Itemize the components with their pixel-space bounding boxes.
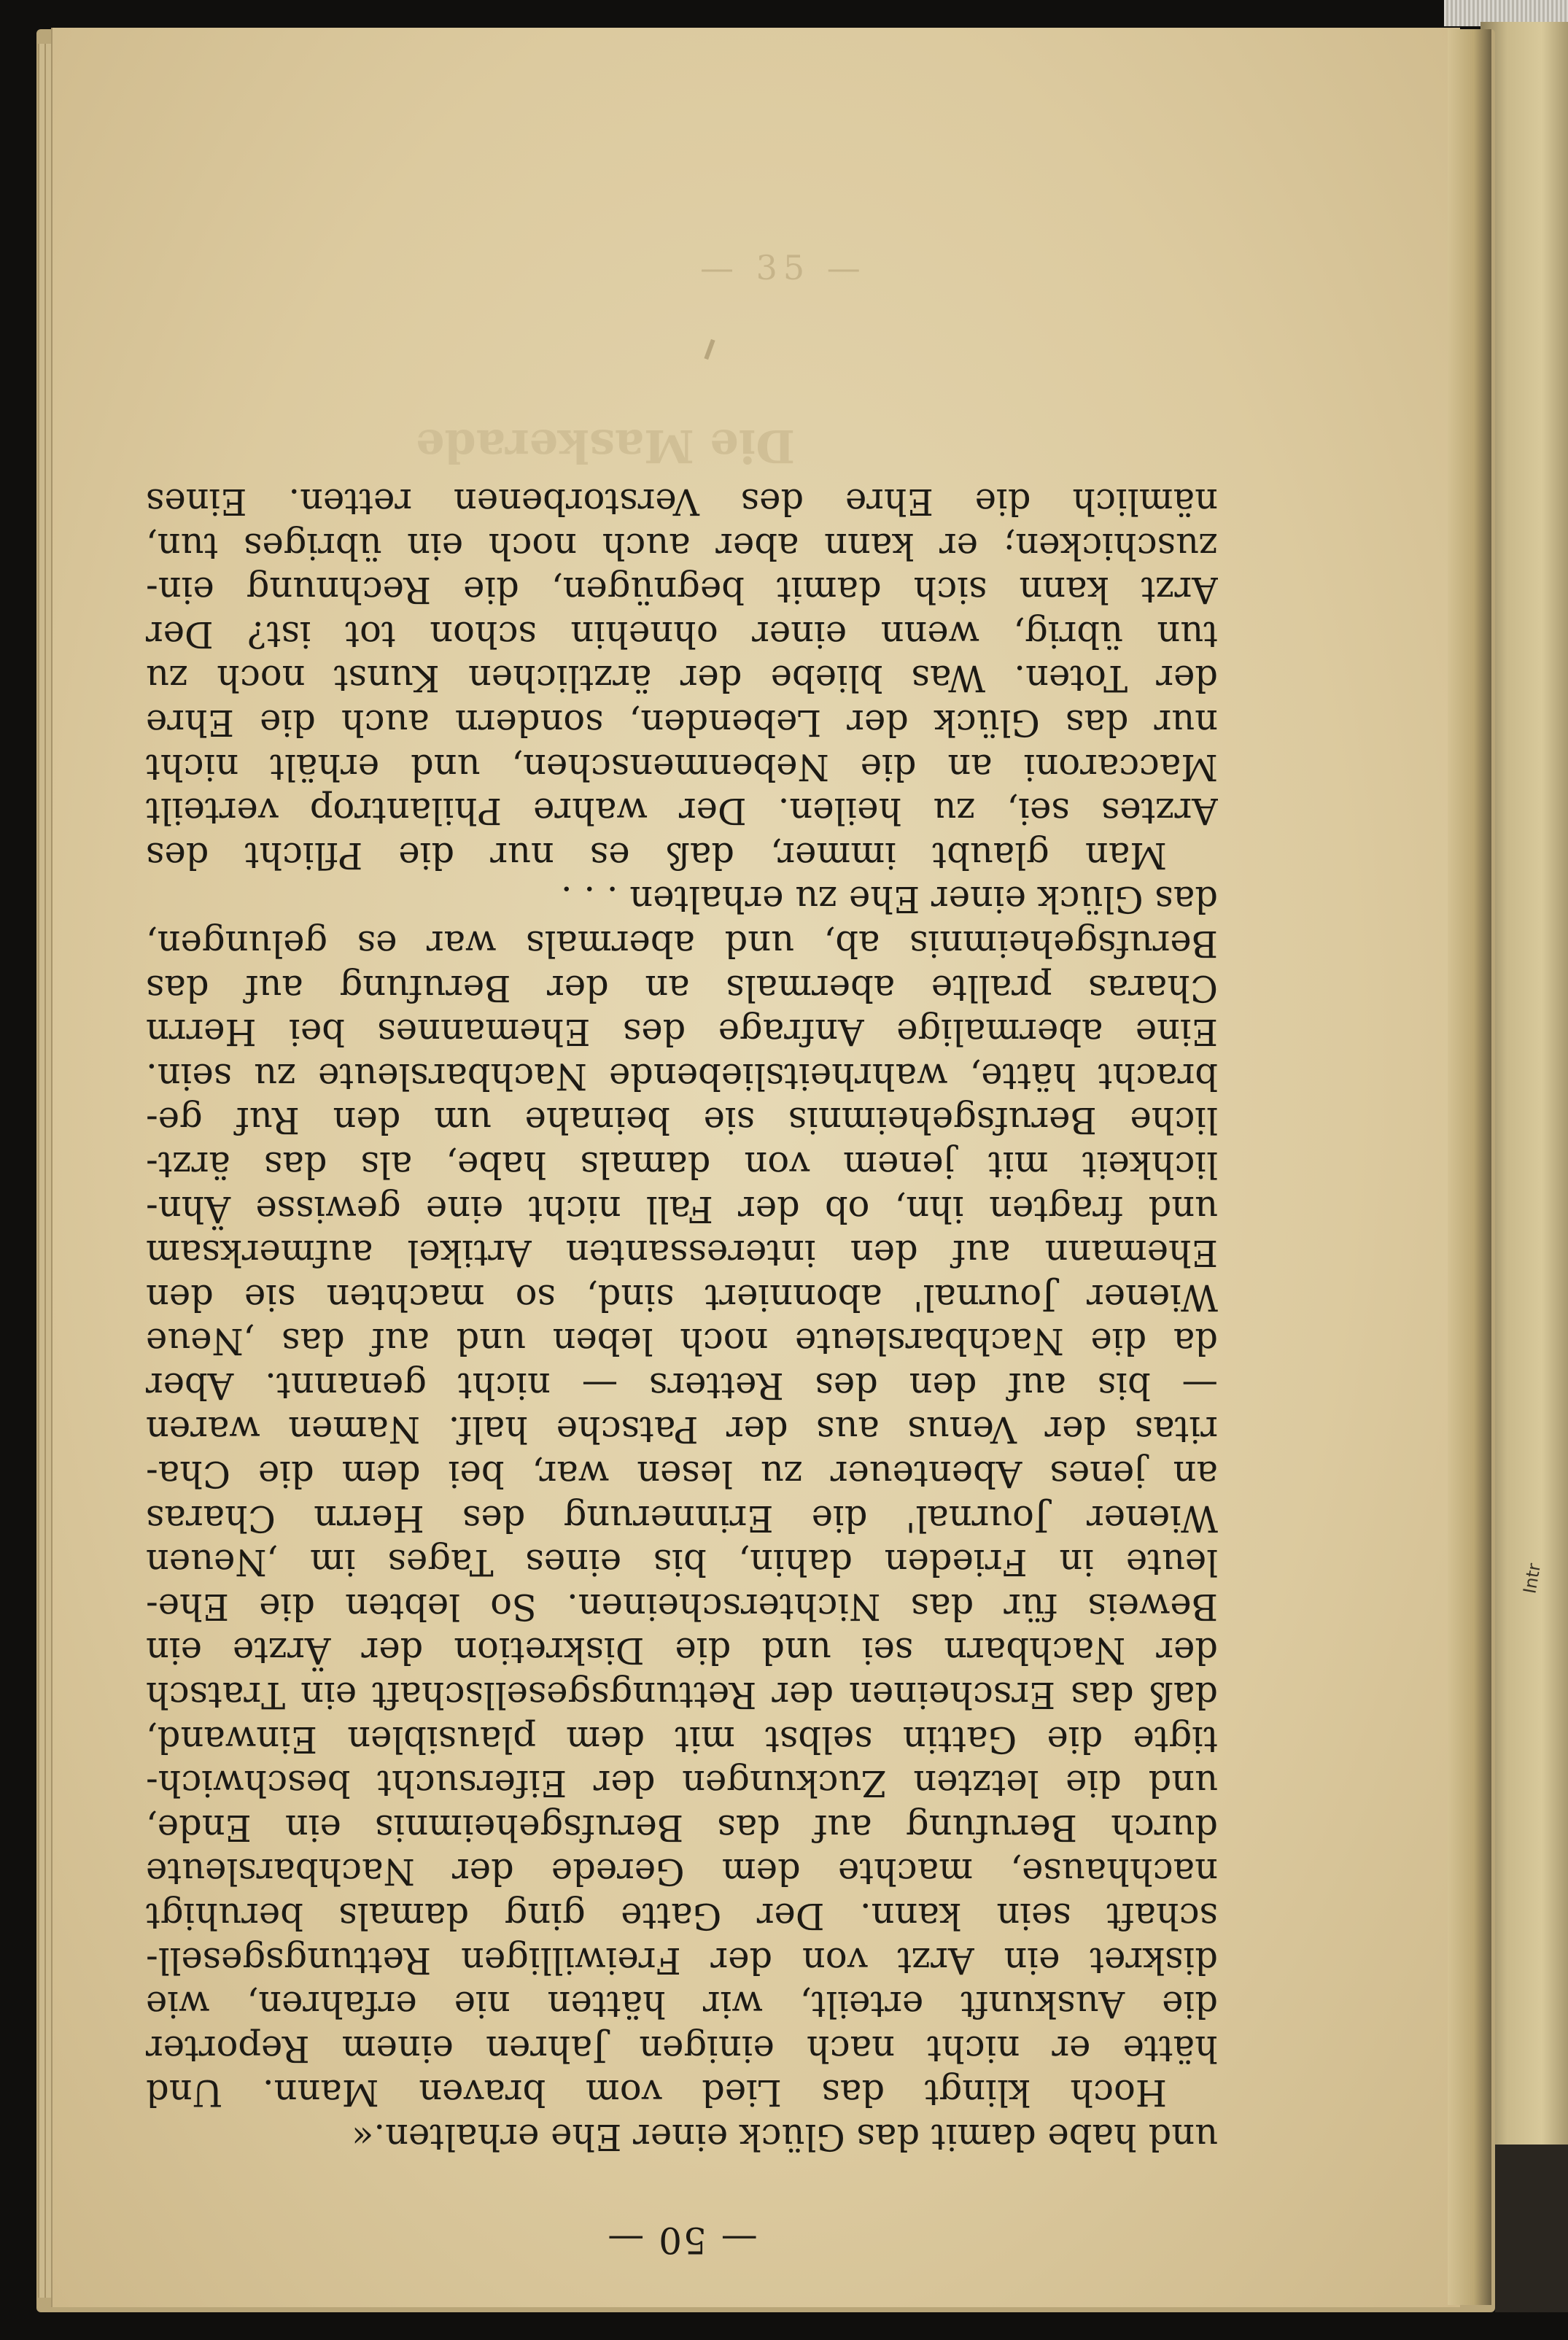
text-line: ritas der Venus aus der Patsche half. Namen waren	[146, 1409, 1218, 1452]
show-through-header: — 35 —	[700, 248, 866, 287]
text-line: Arzt kann sich damit begnügen, die Rechnung ein-	[146, 569, 1218, 612]
text-line: und fragten ihn, ob der Fall nicht eine gewisse Ähn-	[146, 1188, 1218, 1231]
text-line: nachhause, machte dem Gerede der Nachbarsleute	[146, 1851, 1218, 1894]
text-line: da die Nachbarsleute noch leben und auf das ‚Neue	[146, 1320, 1218, 1363]
text-line: und die letzten Zuckungen der Eifersucht beschwich-	[146, 1762, 1218, 1805]
text-line: Maccaroni an die Nebenmenschen, und erhält nicht	[146, 745, 1218, 789]
text-line: tigte die Gattin selbst mit dem plausiblen Einwand,	[146, 1718, 1218, 1761]
text-line: schaft sein kann. Der Gatte ging damals beruhigt	[146, 1895, 1218, 1938]
text-line: diskret ein Arzt von der Freiwilligen Rettungsgesell-	[146, 1939, 1218, 1982]
text-line: hätte er nicht nach einigen Jahren einem Reporter	[146, 2027, 1218, 2070]
book-gutter	[1448, 29, 1491, 2305]
text-line: Beweis für das Nichterscheinen. So lebten die Ehe-	[146, 1585, 1218, 1628]
text-line: Ehemann auf den interessanten Artikel aufmerksam	[146, 1232, 1218, 1275]
text-line: das Glück einer Ehe zu erhalten . . .	[560, 878, 1218, 921]
text-line: Charas prallte abermals an der Berufung auf das	[146, 966, 1218, 1010]
printed-text-block	[146, 438, 1218, 2261]
text-line: nämlich die Ehre des Verstorbenen retten. Eines	[146, 481, 1218, 524]
text-line: Man glaubt immer, daß es nur die Pflicht des	[146, 834, 1167, 877]
text-line: Wiener Journal' die Erinnerung des Herrn Charas	[146, 1497, 1218, 1540]
text-line: liche Berufsgeheimnis sie beinahe um den Ruf ge-	[146, 1099, 1218, 1142]
show-through-title: Die Maskerade	[416, 419, 796, 473]
text-line: daß das Erscheinen der Rettungsgesellschaft ein Tratsch	[146, 1674, 1218, 1717]
body-text	[146, 479, 1218, 2159]
page-number: — 50 —	[606, 2219, 758, 2261]
text-line: nur das Glück der Lebenden, sondern auch die Ehre	[146, 702, 1218, 744]
facing-page-shadow	[1495, 2145, 1568, 2312]
text-line: Eine abermalige Anfrage des Ehemannes bei Herrn	[146, 1011, 1218, 1054]
text-line: — bis auf den des Retters — nicht genannt. Aber	[146, 1364, 1218, 1407]
text-line: Berufsgeheimnis ab, und abermals war es gelungen,	[146, 922, 1218, 965]
text-line: tun übrig, wenn einer ohnehin schon tot ist? Der	[146, 613, 1218, 656]
text-line: und habe damit das Glück einer Ehe erhalten.«	[352, 2116, 1218, 2158]
text-line: Hoch klingt das Lied vom braven Mann. Und	[146, 2072, 1167, 2115]
text-line: die Auskunft erteilt, wir hätten nie erfahren, wie	[146, 1983, 1218, 2026]
text-line: der Nachbarn sei und die Diskretion der Ärzte ein	[146, 1630, 1218, 1673]
text-line: Wiener Journal' abonniert sind, so machten sie den	[146, 1276, 1218, 1319]
text-line: zuschicken; er kann aber auch noch ein übriges tun,	[146, 524, 1218, 567]
text-line: Arztes sei, zu heilen. Der wahre Philantrop verteilt	[146, 790, 1218, 833]
text-line: bracht hätte, wahrheitsliebende Nachbarsleute zu sein.	[146, 1055, 1218, 1098]
text-line: der Toten. Was bliebe der ärztlichen Kunst noch zu	[146, 657, 1218, 700]
text-line: leute in Frieden dahin, bis eines Tages im ‚Neuen	[146, 1541, 1218, 1584]
text-line: an jenes Abenteuer zu lesen war, bei dem die Cha-	[146, 1453, 1218, 1496]
margin-handwriting: Intr	[1519, 1562, 1545, 1595]
text-line: lichkeit mit jenem von damals habe, als das ärzt-	[146, 1143, 1218, 1186]
text-line: durch Berufung auf das Berufsgeheimnis ein Ende,	[146, 1806, 1218, 1849]
